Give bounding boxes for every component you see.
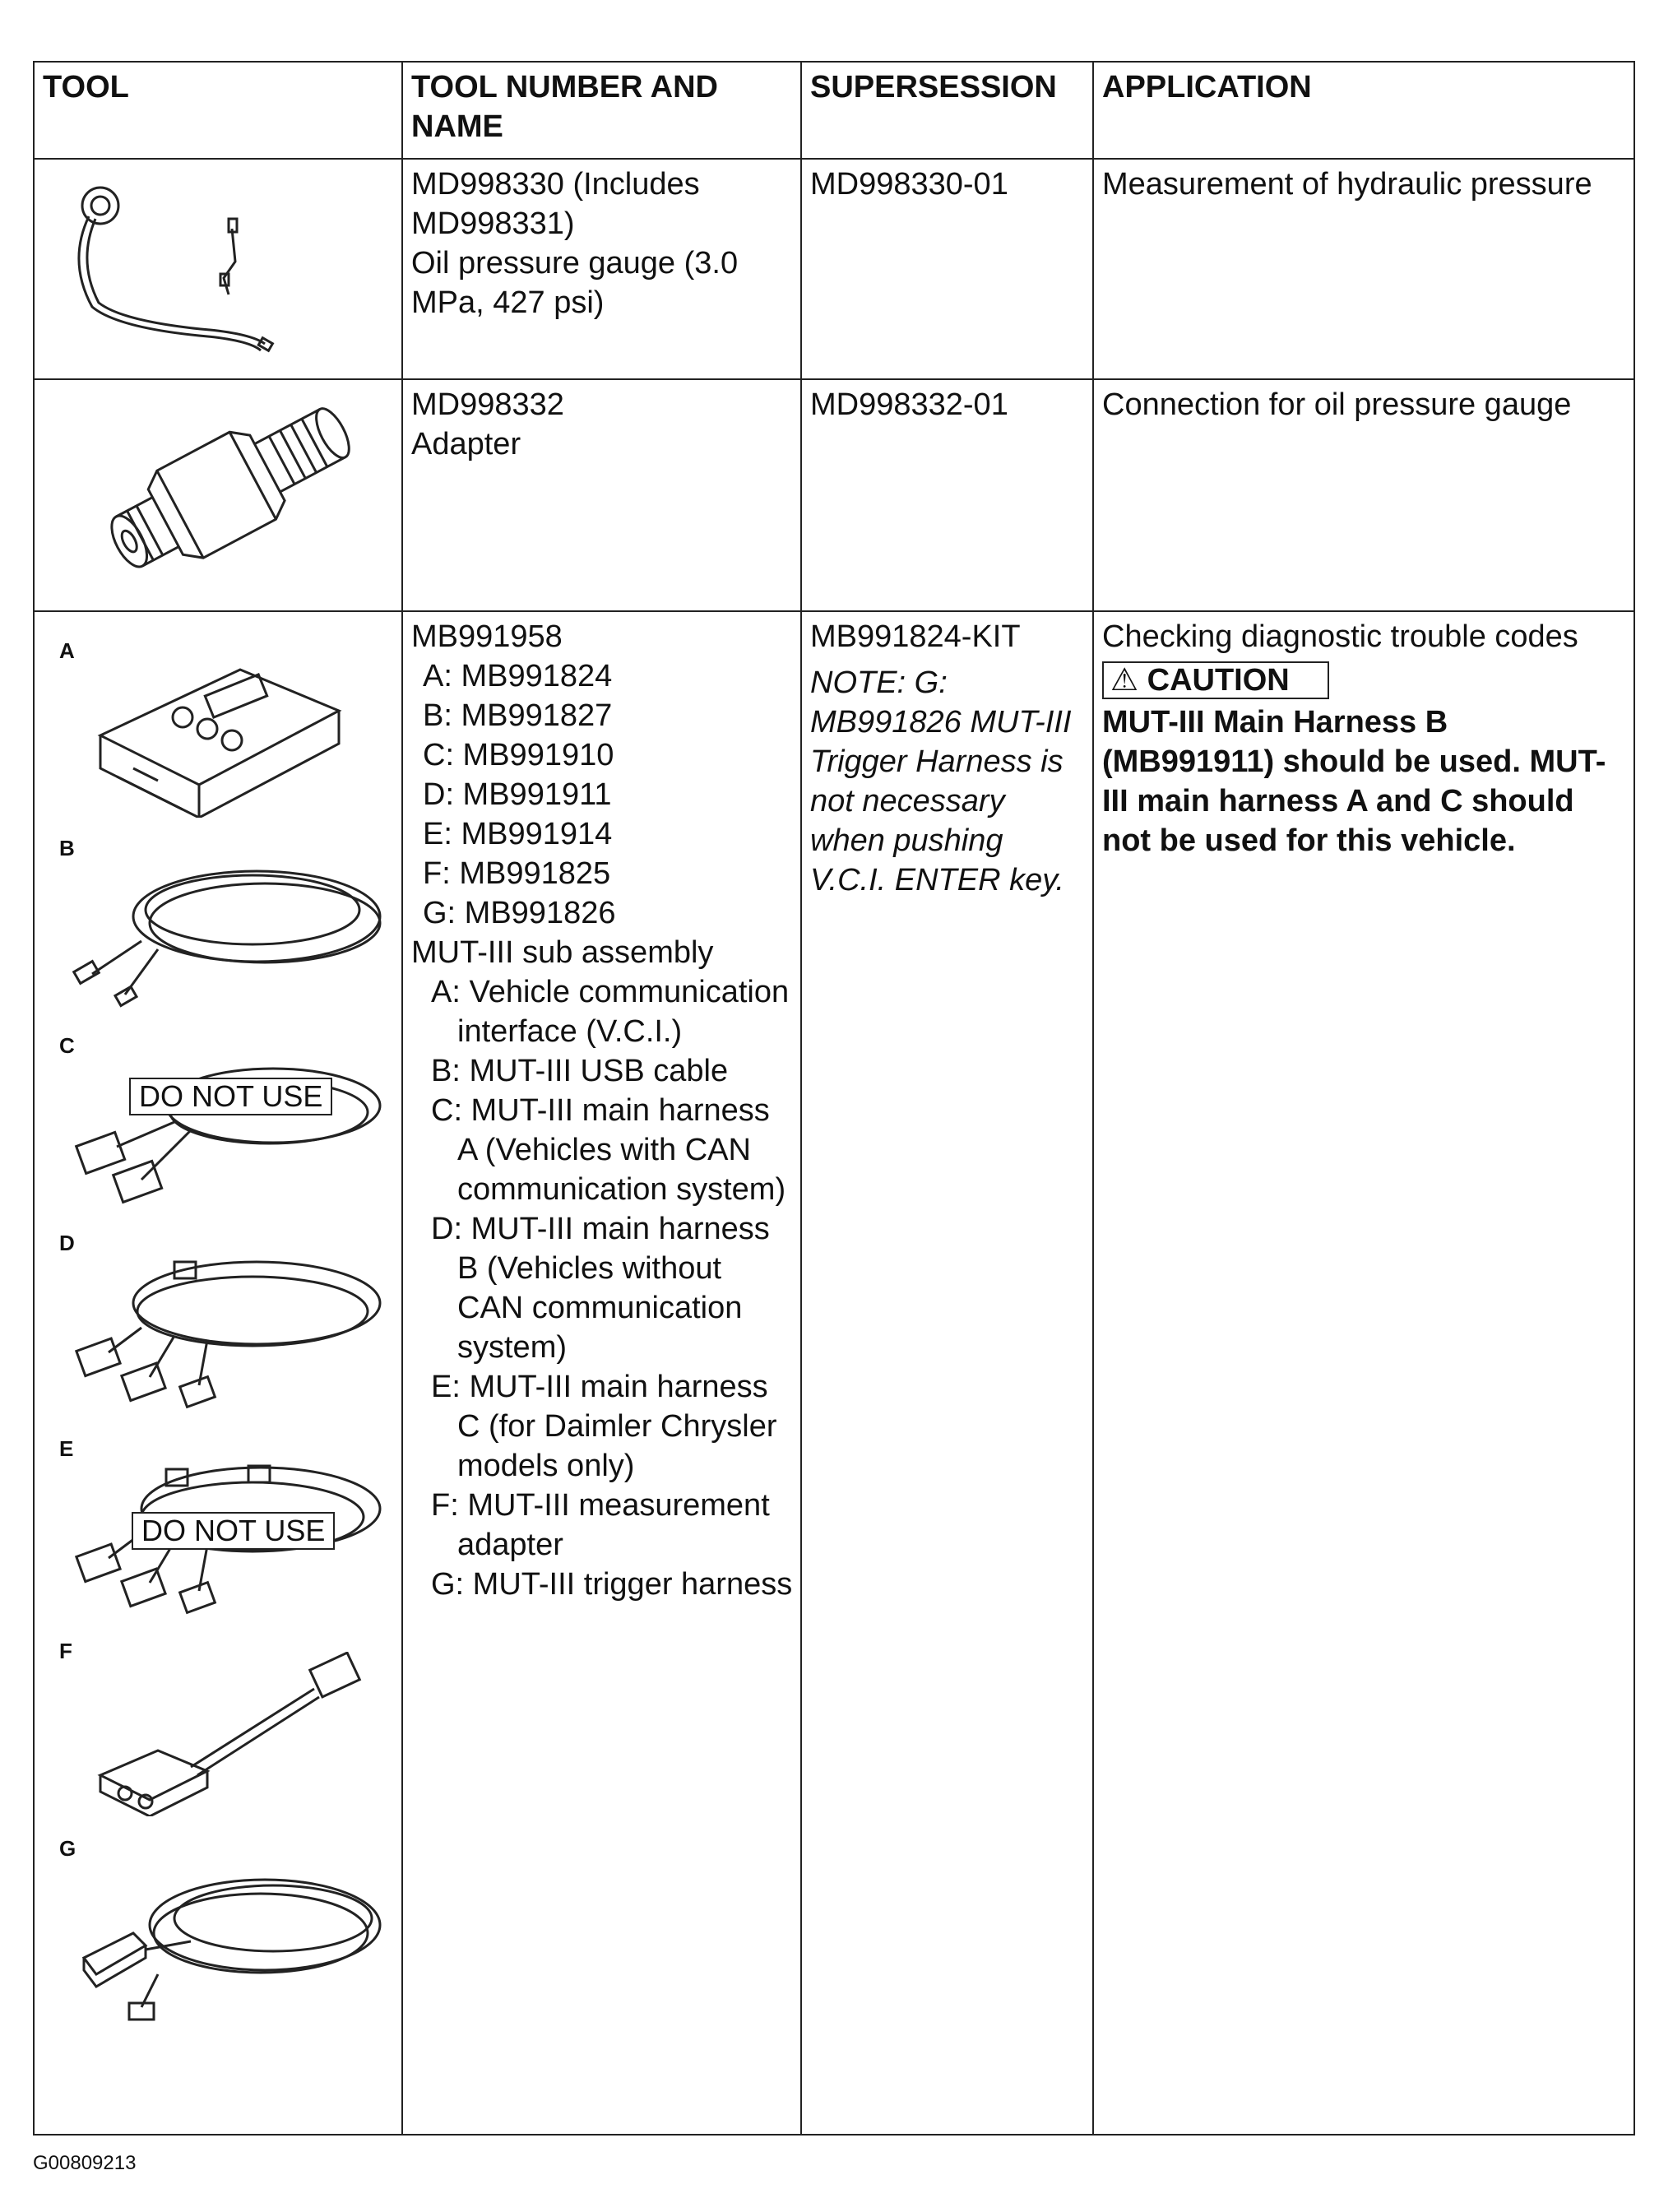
- main-harness-a-icon: [67, 1048, 396, 1204]
- do-not-use-label: DO NOT USE: [132, 1512, 335, 1550]
- tool-number-line: MB991958: [411, 619, 563, 654]
- table-row: [34, 611, 1634, 2135]
- application-cell: [1093, 611, 1634, 2135]
- main-harness-b-icon: [67, 1245, 396, 1410]
- sub-item: C: MUT-III main harness A (Vehicles with CAN communication system): [431, 1093, 786, 1207]
- trigger-harness-icon: [67, 1851, 396, 2032]
- oil-pressure-gauge-icon: [59, 171, 322, 369]
- tool-number-line: MD998331): [411, 206, 575, 241]
- header-row: [34, 62, 1634, 159]
- tool-number-cell: [402, 379, 801, 611]
- tool-image-cell: [34, 379, 402, 611]
- tool-name-line: Adapter: [411, 427, 521, 461]
- supersession-cell: [801, 379, 1093, 611]
- tool-label-c: C: [59, 1033, 75, 1058]
- supersession-note: NOTE: G: MB991826 MUT-III Trigger Harness is not necessary when pushing V.C.I. ENTER key.: [810, 665, 1072, 897]
- tool-image-cell: [34, 611, 402, 2135]
- measurement-adapter-icon: [67, 1652, 396, 1816]
- tool-label-b: B: [59, 836, 75, 860]
- sub-item: A: Vehicle communication interface (V.C.I.): [431, 975, 790, 1049]
- header-tool-number-name: TOOL NUMBER AND NAME: [402, 62, 801, 159]
- sub-item: D: MUT-III main harness B (Vehicles without CAN communication system): [431, 1212, 770, 1365]
- supersession-cell: [801, 611, 1093, 2135]
- application-text: Measurement of hydraulic pressure: [1102, 167, 1592, 202]
- table-row: [34, 159, 1634, 379]
- sub-item: F: MUT-III measurement adapter: [431, 1488, 770, 1562]
- sub-item: G: MUT-III trigger harness: [431, 1567, 793, 1602]
- component-number: G: MB991826: [423, 896, 616, 930]
- supersession-value: MB991824-KIT: [810, 619, 1021, 654]
- component-number: C: MB991910: [423, 738, 614, 772]
- component-number: E: MB991914: [423, 817, 613, 851]
- supersession-value: MD998330-01: [810, 167, 1008, 202]
- application-cell: [1093, 159, 1634, 379]
- usb-cable-icon: [67, 851, 396, 1015]
- figure-code: G00809213: [33, 2152, 137, 2174]
- tool-name-line: Oil pressure gauge (3.0: [411, 246, 739, 281]
- tool-number-cell: [402, 159, 801, 379]
- tool-label-g: G: [59, 1836, 76, 1861]
- adapter-icon: [84, 396, 364, 586]
- application-text: Connection for oil pressure gauge: [1102, 387, 1572, 422]
- application-text: Checking diagnostic trouble codes: [1102, 619, 1578, 654]
- tool-label-e: E: [59, 1436, 74, 1461]
- tool-label-a: A: [59, 638, 75, 663]
- component-number: F: MB991825: [423, 856, 611, 891]
- caution-text: MUT-III Main Harness B (MB991911) should be used. MUT-III main harness A and C should not be used for this vehicle.: [1102, 705, 1606, 858]
- tool-number-line: MD998330 (Includes: [411, 167, 700, 202]
- header-tool: TOOL: [34, 62, 402, 159]
- warning-icon: ⚠: [1110, 663, 1147, 698]
- supersession-cell: [801, 159, 1093, 379]
- tool-name-line: MPa, 427 psi): [411, 285, 605, 320]
- component-number: D: MB991911: [423, 777, 612, 812]
- tool-image-cell: [34, 159, 402, 379]
- tool-label-d: D: [59, 1231, 75, 1255]
- caution-box: [1102, 661, 1329, 699]
- sub-item: E: MUT-III main harness C (for Daimler Chrysler models only): [431, 1370, 777, 1483]
- vci-device-icon: [84, 653, 355, 818]
- supersession-value: MD998332-01: [810, 387, 1008, 422]
- tool-number-cell: [402, 611, 801, 2135]
- do-not-use-label: DO NOT USE: [129, 1078, 332, 1115]
- tool-number-line: MD998332: [411, 387, 564, 422]
- header-supersession: SUPERSESSION: [801, 62, 1093, 159]
- caution-label: CAUTION: [1147, 663, 1290, 698]
- table-row: [34, 379, 1634, 611]
- component-number: B: MB991827: [423, 698, 613, 733]
- tool-name-line: MUT-III sub assembly: [411, 935, 714, 970]
- tool-label-f: F: [59, 1639, 72, 1663]
- special-tools-table: [33, 61, 1635, 2135]
- sub-item: B: MUT-III USB cable: [431, 1054, 729, 1088]
- component-number: A: MB991824: [423, 659, 613, 693]
- application-cell: [1093, 379, 1634, 611]
- header-application: APPLICATION: [1093, 62, 1634, 159]
